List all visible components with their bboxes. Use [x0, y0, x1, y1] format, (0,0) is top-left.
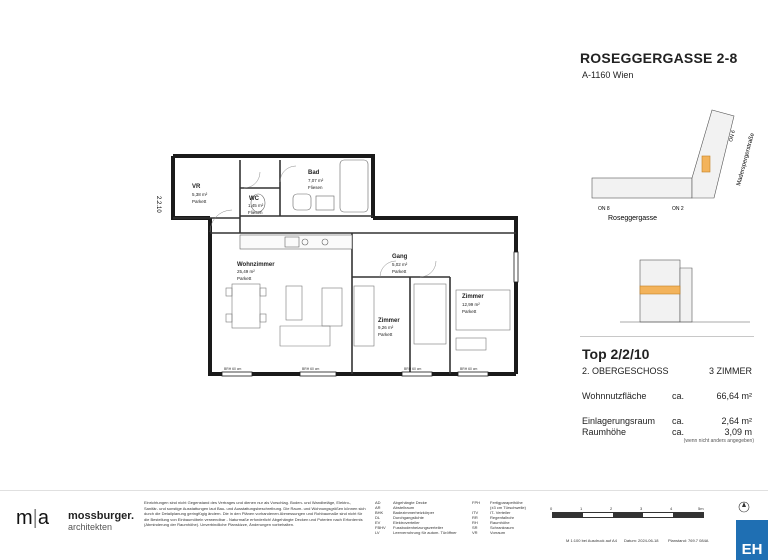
scale-bar	[552, 512, 704, 518]
brh-label-2: BRH 60 cm	[302, 367, 320, 371]
room-name: Wohnzimmer	[237, 262, 275, 268]
room-area: 7,07 m²	[308, 178, 324, 183]
legend-col-1: AD AR BHK DL EV FBHV LV	[375, 500, 386, 535]
room-vr	[192, 184, 208, 204]
wnf-value: 66,64 m²	[716, 391, 752, 401]
kitchen-counter	[240, 235, 352, 249]
room-area: 25,49 m²	[237, 269, 255, 274]
room-floor: Parkett	[392, 269, 407, 274]
windows	[222, 252, 518, 376]
room-wohnzimmer	[237, 262, 275, 281]
site-on8-label: ON 8	[598, 206, 610, 212]
room-name: VR	[192, 184, 201, 190]
brh-label-3: BRH 60 cm	[404, 367, 422, 371]
height-value: 3,09 m	[724, 427, 752, 437]
scale-tick-3: 3	[640, 506, 643, 511]
scale-tick-1: 1	[580, 506, 583, 511]
room-name: Gang	[392, 254, 408, 260]
room-floor: Fliesen	[308, 185, 323, 190]
room-area: 9,26 m²	[378, 325, 394, 330]
room-name: WC	[249, 196, 259, 202]
brand-sub: architekten	[68, 522, 113, 532]
room-area: 5,38 m²	[192, 192, 208, 197]
room-name: Bad	[308, 170, 320, 176]
brh-label-1: BRH 60 cm	[224, 367, 242, 371]
logo-a: a	[37, 507, 49, 529]
room-name: Zimmer	[462, 294, 484, 300]
room-name: Zimmer	[378, 318, 400, 324]
site-plan	[582, 90, 757, 230]
room-area: 1,45 m²	[248, 203, 264, 208]
footer-divider	[0, 490, 768, 491]
room-floor: Fliesen	[248, 210, 263, 215]
scale-tick-2: 2	[610, 506, 613, 511]
site-street-label: Roseggergasse	[608, 215, 658, 222]
legend-col-2: FPH ITV RR RH SR VR	[472, 500, 480, 535]
section-diagram	[620, 252, 750, 326]
room-floor: Parkett	[192, 199, 207, 204]
unit-top: Top 2/2/10	[582, 346, 650, 362]
plan-walls	[173, 156, 516, 374]
project-address: A-1160 Wien	[582, 70, 634, 80]
storage-ca: ca.	[672, 416, 685, 426]
site-street2-label: Maderspergerstraße	[736, 132, 757, 187]
unit-door-label: 2.2.10	[155, 196, 161, 213]
site-on2-label: ON 2	[672, 206, 684, 212]
plan-partitions	[173, 160, 516, 374]
room-floor: Parkett	[462, 309, 477, 314]
scale-tick-4: 4	[670, 506, 673, 511]
brh-labels	[224, 367, 478, 371]
wnf-ca: ca.	[672, 391, 685, 401]
scale-tick-0: 0	[550, 506, 553, 511]
room-area: 12,99 m²	[462, 302, 480, 307]
date-note: Datum: 2024-06-18	[624, 538, 659, 543]
plan-note: Planstand: 769.7 084A	[668, 538, 709, 543]
scale-tick-5: 5m	[698, 506, 704, 511]
legend-col-1-text: Abgehängte Decke Abstellraum Badezimmerheizkörper Durchgangslichte Elektroverteiler Fussbodenheizungsverteiler Leerverrohrung für autom. Türöffner	[393, 500, 457, 535]
logo-m: m	[16, 507, 33, 529]
room-wc	[248, 196, 264, 215]
room-bad	[308, 170, 324, 190]
project-title: ROSEGGERGASSE 2-8	[580, 50, 738, 66]
room-floor: Parkett	[378, 332, 393, 337]
storage-value: 2,64 m²	[721, 416, 752, 426]
eh-logo: EH	[736, 520, 768, 560]
site-on6-label: ON 6	[728, 129, 737, 143]
height-label: Raumhöhe	[582, 427, 627, 437]
brh-label-4: BRH 60 cm	[460, 367, 478, 371]
scale-note: M 1:100 bei Ausdruck auf A4	[566, 538, 617, 543]
logo-mark: m|a	[16, 507, 49, 529]
storage-label: Einlagerungsraum	[582, 416, 656, 426]
legend-col-2-text: Fertigparapethöhe (±3 cm Türschwelle) IT- Verteiler Regenfallrohr Raumhöhe Schrankraum Vorraum	[490, 500, 526, 535]
disclaimer: Einrichtungen sind nicht Gegenstand des Vertrages und dienen nur als Vorschlag. Boden- und Wandbeläge, Elektro-, Sanitär- und sonstige Ausstattungen laut Bau- und Ausstattungsbeschreibung. Die Raum- und Wohnungsgrößen können sich durch die Detailplanung geringfügig ändern. Die in den Plänen vorhandenen Abmessungen und Rohbaumaße sind nicht für die Bestellung von Einbaumöbeln verwendbar - Naturmaße erforderlich! Abgehängte Decken und Poterien nach Erfordernis (Abminderung der Raumhöhe). Unverbindliche Planskizze, Änderungen vorbehalten.	[144, 500, 366, 528]
brand-name: mossburger.	[68, 510, 135, 522]
unit-floor: 2. OBERGESCHOSS	[582, 366, 669, 376]
wnf-label: Wohnnutzfläche	[582, 391, 647, 401]
room-area: 5,02 m²	[392, 262, 408, 267]
room-zimmer-2	[462, 294, 484, 314]
room-zimmer-1	[378, 318, 400, 337]
compass-icon	[720, 500, 768, 514]
unit-rooms: 3 ZIMMER	[708, 366, 752, 376]
height-note: (wenn nicht anders angegeben)	[683, 438, 754, 444]
top-divider	[580, 336, 754, 337]
height-ca: ca.	[672, 427, 685, 437]
room-gang	[392, 254, 408, 274]
room-floor: Parkett	[237, 276, 252, 281]
